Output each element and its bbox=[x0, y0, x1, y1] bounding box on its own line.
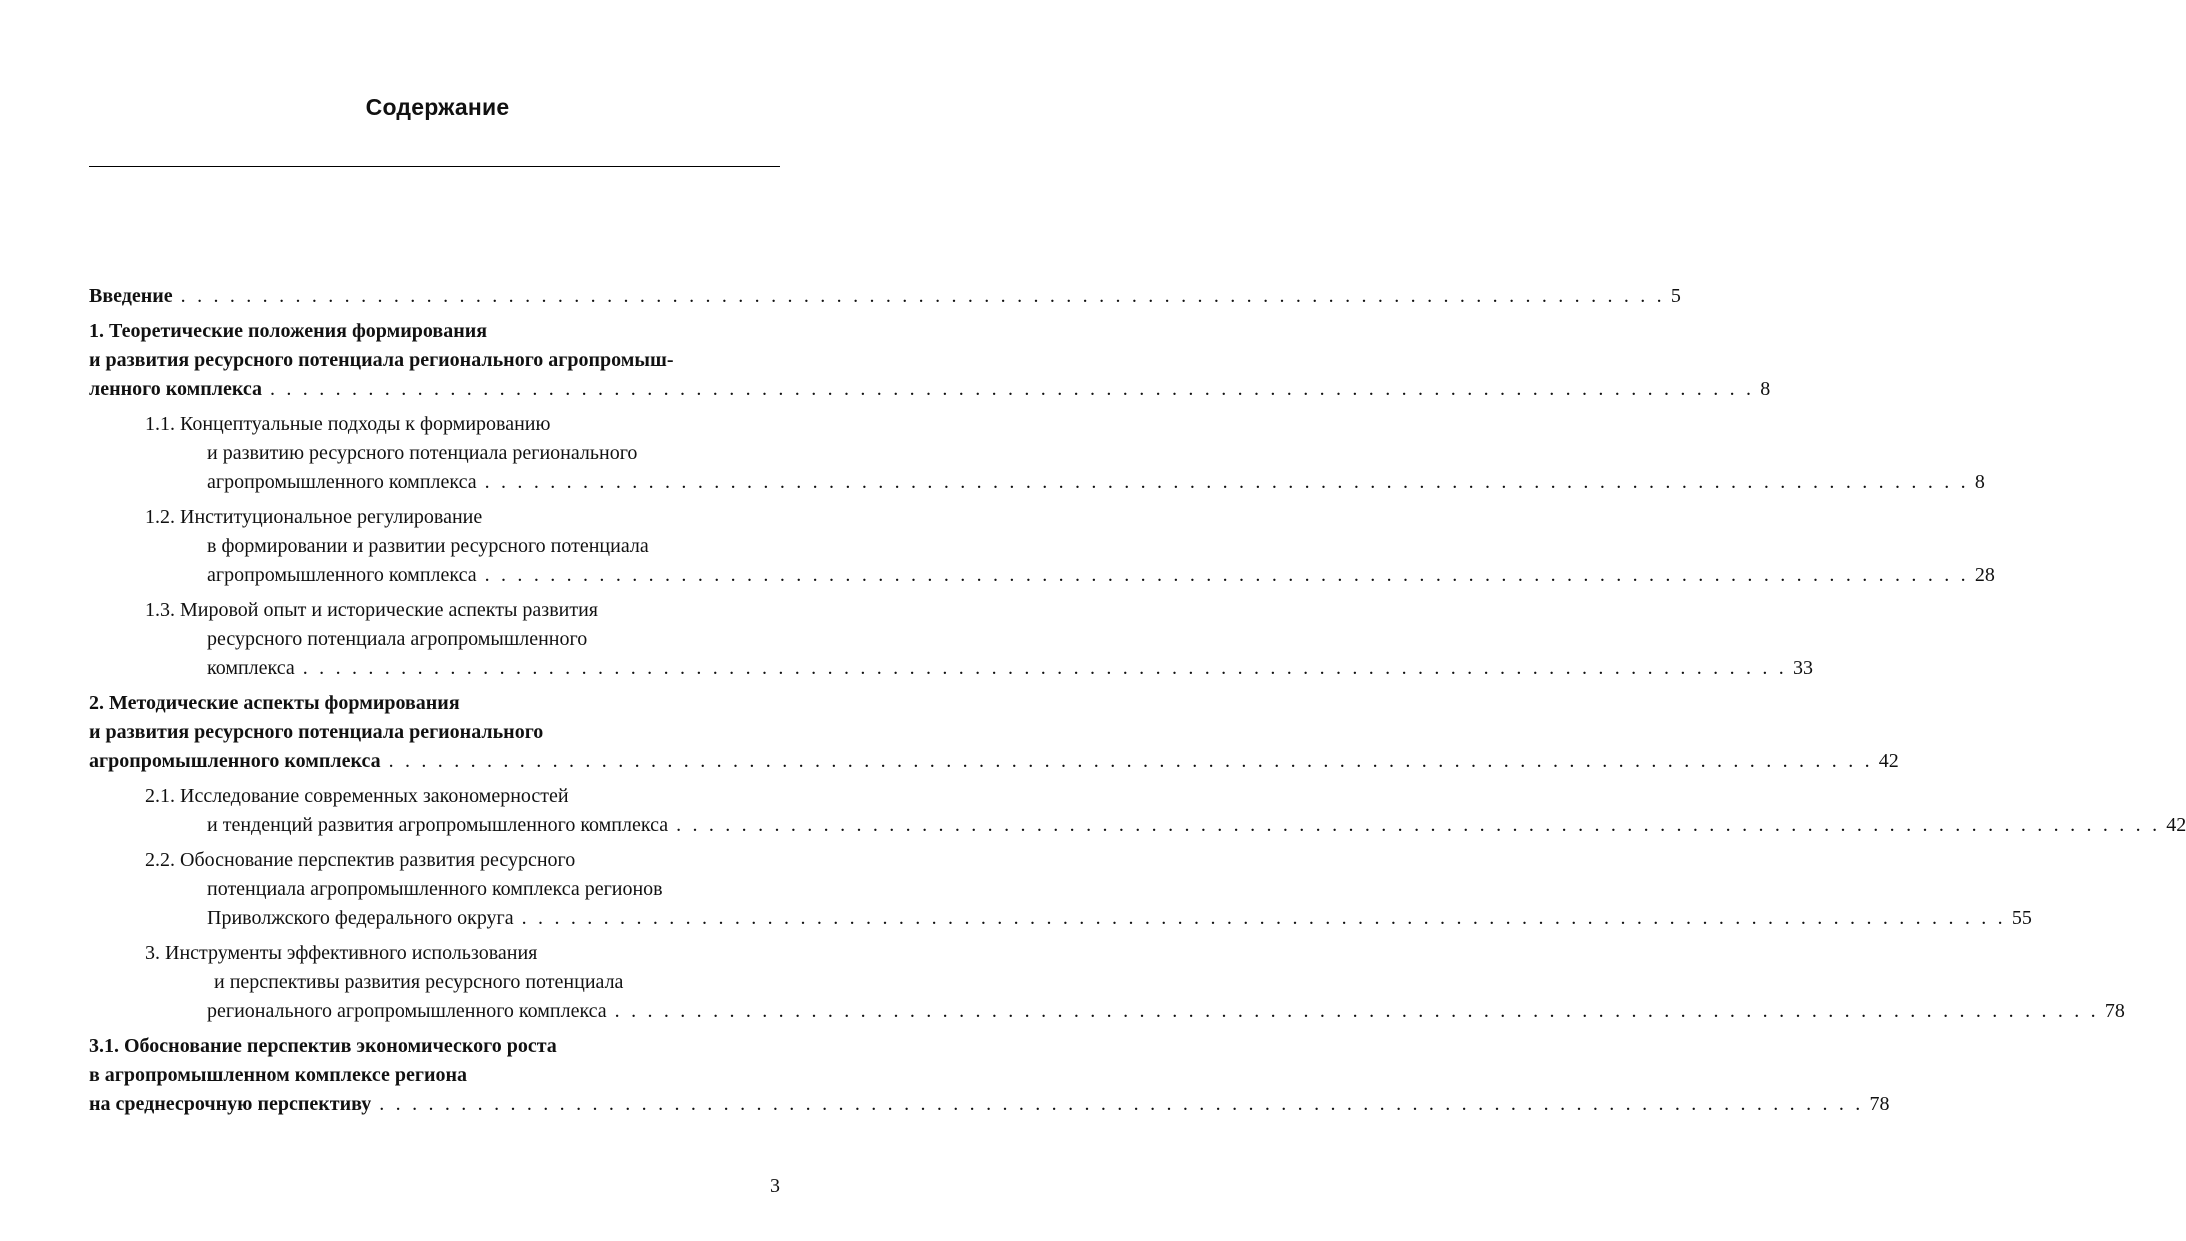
toc-entry-title: 2.1. Исследование современных закономерностей bbox=[145, 785, 569, 807]
toc-entry-title: 1.2. Институциональное регулирование bbox=[145, 506, 483, 528]
toc-entry-section-1-2[interactable] bbox=[89, 503, 1995, 590]
toc-entry-title: Введение bbox=[89, 285, 173, 307]
toc-entry-title: потенциала агропромышленного комплекса регионов bbox=[207, 878, 663, 900]
toc-entry-title: и развития ресурсного потенциала регионального агропромыш- bbox=[89, 349, 674, 371]
toc-entry-introduction[interactable] bbox=[89, 282, 1681, 311]
dot-leader: . . . . . . . . . . . . . . . . . . . . . . . . . . . . . . . . . . . . . . . . . . . . . . . . . . . . . . . . . . . . . . . . . . . . . . . . . . . . . . . . . . . . . . . . . . . bbox=[484, 471, 1969, 493]
dot-leader: . . . . . . . . . . . . . . . . . . . . . . . . . . . . . . . . . . . . . . . . . . . . . . . . . . . . . . . . . . . . . . . . . . . . . . . . . . . . . . . . . . . . . . . . . . . bbox=[270, 378, 1755, 400]
toc-page-number: 8 bbox=[1760, 378, 1771, 400]
toc-entry-title: в агропромышленном комплексе региона bbox=[89, 1064, 468, 1086]
dot-leader: . . . . . . . . . . . . . . . . . . . . . . . . . . . . . . . . . . . . . . . . . . . . . . . . . . . . . . . . . . . . . . . . . . . . . . . . . . . . . . . . . . . . . . . . . . . bbox=[614, 1000, 2099, 1022]
toc-entry-title: агропромышленного комплекса bbox=[207, 471, 477, 493]
title-rule bbox=[89, 166, 780, 167]
toc-entry-section-2-1[interactable] bbox=[89, 782, 2186, 840]
toc-entry-title: 1.3. Мировой опыт и исторические аспекты развития bbox=[145, 599, 598, 621]
toc-entry-title: в формировании и развитии ресурсного потенциала bbox=[207, 535, 649, 557]
toc-page-number: 28 bbox=[1974, 564, 1995, 586]
toc-entry-section-1-1[interactable] bbox=[89, 410, 1985, 497]
toc-line bbox=[145, 654, 1813, 683]
toc-page-number: 8 bbox=[1974, 471, 1985, 493]
dot-leader: . . . . . . . . . . . . . . . . . . . . . . . . . . . . . . . . . . . . . . . . . . . . . . . . . . . . . . . . . . . . . . . . . . . . . . . . . . . . . . . . . . . . . . . . . . . bbox=[379, 1093, 1864, 1115]
toc-entry-title: Приволжского федерального округа bbox=[207, 907, 514, 929]
toc-line bbox=[145, 468, 1985, 497]
toc-entry-title: на среднесрочную перспективу bbox=[89, 1093, 372, 1115]
toc-entry-title: и перспективы развития ресурсного потенциала bbox=[214, 971, 624, 993]
toc-entry-title: ресурсного потенциала агропромышленного bbox=[207, 628, 588, 650]
toc-page-number: 5 bbox=[1670, 285, 1681, 307]
toc-entry-chapter-1[interactable] bbox=[89, 317, 1771, 404]
toc-entry-title: комплекса bbox=[207, 657, 295, 679]
dot-leader: . . . . . . . . . . . . . . . . . . . . . . . . . . . . . . . . . . . . . . . . . . . . . . . . . . . . . . . . . . . . . . . . . . . . . . . . . . . . . . . . . . . . . . . . . . . bbox=[676, 814, 2161, 836]
dot-leader: . . . . . . . . . . . . . . . . . . . . . . . . . . . . . . . . . . . . . . . . . . . . . . . . . . . . . . . . . . . . . . . . . . . . . . . . . . . . . . . . . . . . . . . . . . . bbox=[302, 657, 1787, 679]
toc-entry-section-1-3[interactable] bbox=[89, 596, 1813, 683]
toc-entry-title: и развития ресурсного потенциала регионального bbox=[89, 721, 544, 743]
dot-leader: . . . . . . . . . . . . . . . . . . . . . . . . . . . . . . . . . . . . . . . . . . . . . . . . . . . . . . . . . . . . . . . . . . . . . . . . . . . . . . . . . . . . . . . . . . . bbox=[521, 907, 2006, 929]
toc-line bbox=[145, 904, 2032, 933]
toc-entry-title: 1.1. Концептуальные подходы к формированию bbox=[145, 413, 551, 435]
toc-entry-title: и тенденций развития агропромышленного комплекса bbox=[207, 814, 669, 836]
toc-page-number: 42 bbox=[2166, 814, 2186, 836]
toc-entry-title: 3.1. Обоснование перспектив экономического роста bbox=[89, 1035, 557, 1057]
toc-entry-chapter-3[interactable] bbox=[89, 939, 2125, 1026]
toc-line bbox=[89, 1090, 1890, 1119]
table-of-contents bbox=[89, 282, 2186, 1119]
page-title: Содержание bbox=[365, 94, 510, 120]
toc-page-number: 33 bbox=[1792, 657, 1813, 679]
toc-entry-title: 2. Методические аспекты формирования bbox=[89, 692, 460, 714]
toc-page-number: 78 bbox=[2104, 1000, 2125, 1022]
dot-leader: . . . . . . . . . . . . . . . . . . . . . . . . . . . . . . . . . . . . . . . . . . . . . . . . . . . . . . . . . . . . . . . . . . . . . . . . . . . . . . . . . . . . . . . . . . . bbox=[180, 285, 1665, 307]
toc-entry-title: 2.2. Обоснование перспектив развития ресурсного bbox=[145, 849, 576, 871]
toc-entry-title: 1. Теоретические положения формирования bbox=[89, 320, 488, 342]
toc-entry-section-3-1[interactable] bbox=[89, 1032, 1890, 1119]
page-number: 3 bbox=[770, 1175, 780, 1197]
toc-entry-section-2-2[interactable] bbox=[89, 846, 2032, 933]
toc-line bbox=[89, 282, 1681, 311]
toc-entry-title: и развитию ресурсного потенциала регионального bbox=[207, 442, 638, 464]
toc-page-number: 78 bbox=[1869, 1093, 1890, 1115]
toc-entry-title: агропромышленного комплекса bbox=[207, 564, 477, 586]
toc-entry-title: 3. Инструменты эффективного использования bbox=[145, 942, 538, 964]
toc-entry-title: ленного комплекса bbox=[89, 378, 262, 400]
toc-line bbox=[89, 375, 1771, 404]
toc-line bbox=[145, 811, 2186, 840]
toc-entry-chapter-2[interactable] bbox=[89, 689, 1899, 776]
toc-entry-title: регионального агропромышленного комплекса bbox=[207, 1000, 607, 1022]
dot-leader: . . . . . . . . . . . . . . . . . . . . . . . . . . . . . . . . . . . . . . . . . . . . . . . . . . . . . . . . . . . . . . . . . . . . . . . . . . . . . . . . . . . . . . . . . . . bbox=[388, 750, 1873, 772]
toc-page-number: 42 bbox=[1878, 750, 1899, 772]
toc-entry-title: агропромышленного комплекса bbox=[89, 750, 381, 772]
toc-page-number: 55 bbox=[2011, 907, 2032, 929]
toc-line bbox=[145, 997, 2125, 1026]
dot-leader: . . . . . . . . . . . . . . . . . . . . . . . . . . . . . . . . . . . . . . . . . . . . . . . . . . . . . . . . . . . . . . . . . . . . . . . . . . . . . . . . . . . . . . . . . . . bbox=[484, 564, 1969, 586]
toc-line bbox=[145, 561, 1995, 590]
toc-line bbox=[89, 747, 1899, 776]
